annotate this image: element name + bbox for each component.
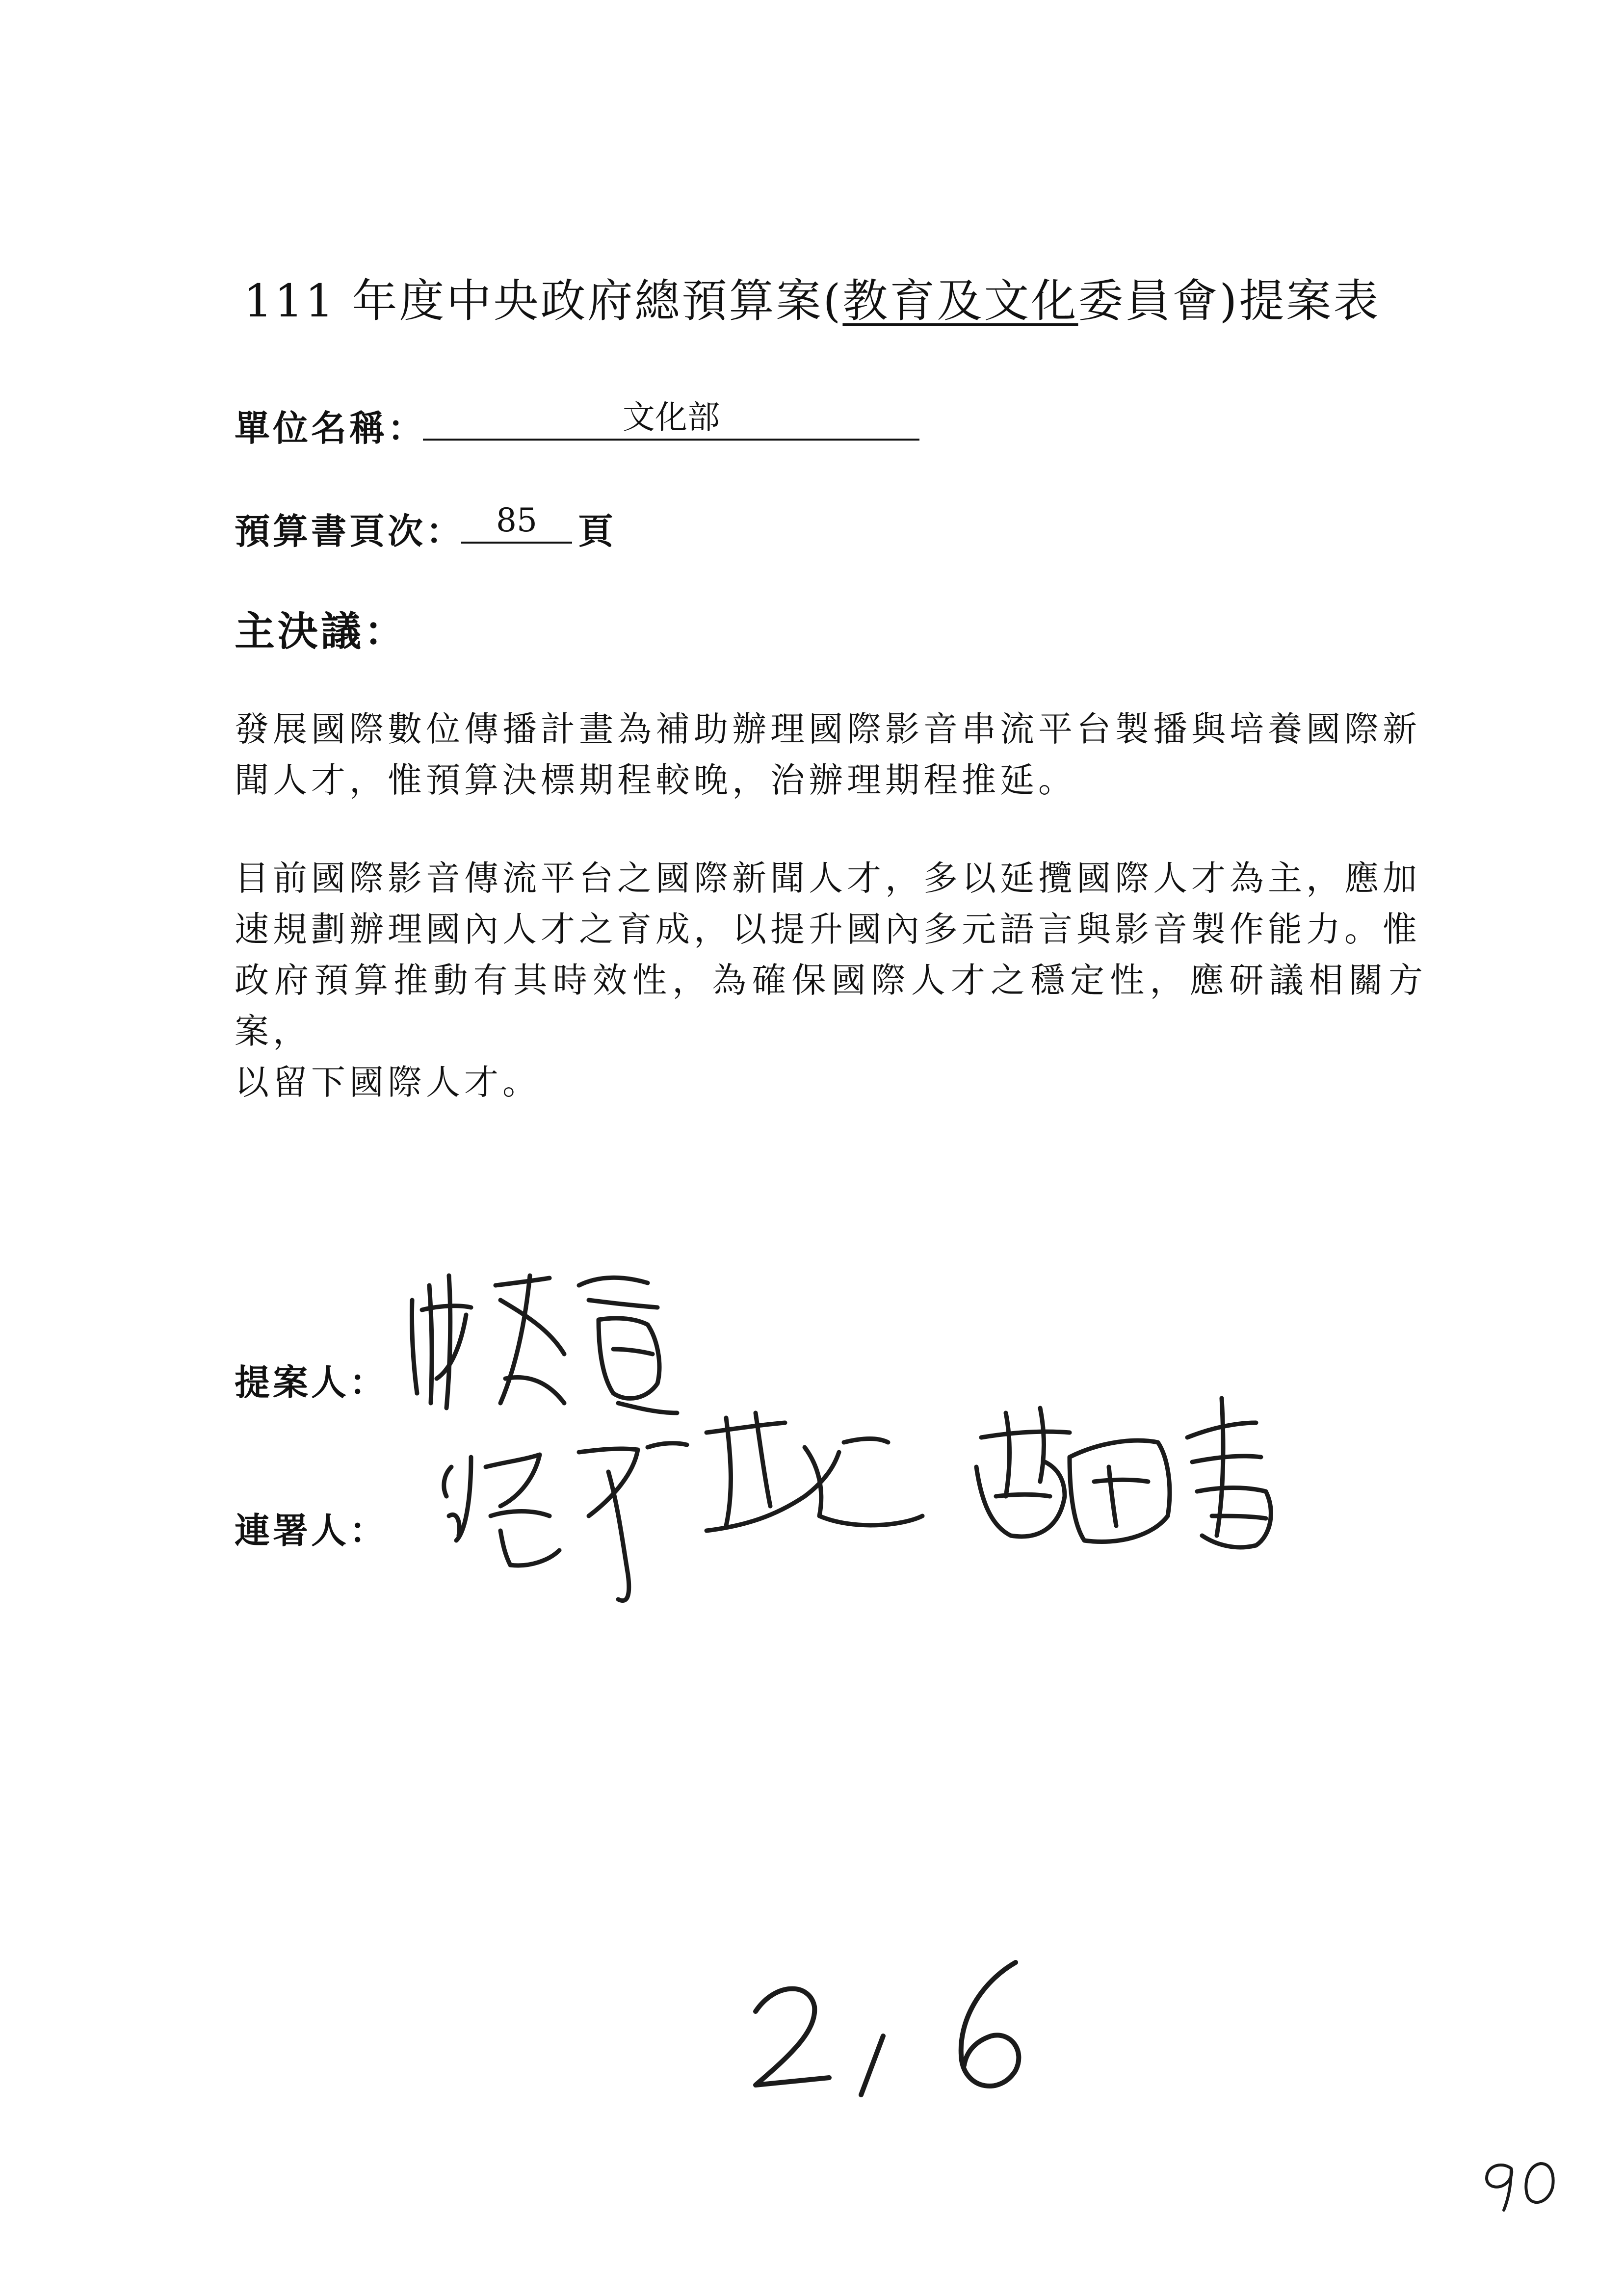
paragraph-line: 目前國際影音傳流平台之國際新聞人才，多以延攬國際人才為主，應加 — [235, 858, 1421, 898]
cosigner-signatures — [432, 1369, 1325, 1614]
paragraph-line: 政府預算推動有其時效性，為確保國際人才之穩定性，應研議相關方案， — [235, 960, 1427, 1051]
budget-page-value: 85 — [461, 499, 572, 544]
paragraph-line: 聞人才，惟預算決標期程較晚，治辦理期程推延。 — [235, 760, 1076, 800]
proposer-label: 提案人： — [235, 1362, 388, 1403]
unit-value: 文化部 — [423, 396, 919, 441]
resolution-paragraph-1 — [235, 704, 1427, 806]
handwritten-number-216 — [736, 1948, 1030, 2110]
unit-label: 單位名稱： — [235, 408, 426, 449]
title-suffix: 委員會)提案表 — [1078, 275, 1381, 327]
resolution-paragraph-2 — [235, 853, 1427, 1108]
handwritten-page-number — [1477, 2149, 1565, 2218]
title-committee: 教育及文化 — [842, 275, 1078, 327]
paragraph-line: 發展國際數位傳播計畫為補助辦理國際影音串流平台製播與培養國際新 — [235, 709, 1421, 749]
budget-page-unit: 頁 — [578, 511, 617, 552]
page-title — [0, 265, 1624, 330]
cosigner-label: 連署人： — [235, 1510, 388, 1551]
paragraph-line: 以留下國際人才。 — [235, 1062, 541, 1102]
title-prefix: 111 年度中央政府總預算案( — [243, 275, 843, 327]
paragraph-line: 速規劃辦理國內人才之育成，以提升國內多元語言與影音製作能力。惟 — [235, 909, 1421, 949]
budget-page-label: 預算書頁次： — [235, 511, 465, 552]
main-resolution-label: 主決議： — [235, 608, 408, 655]
